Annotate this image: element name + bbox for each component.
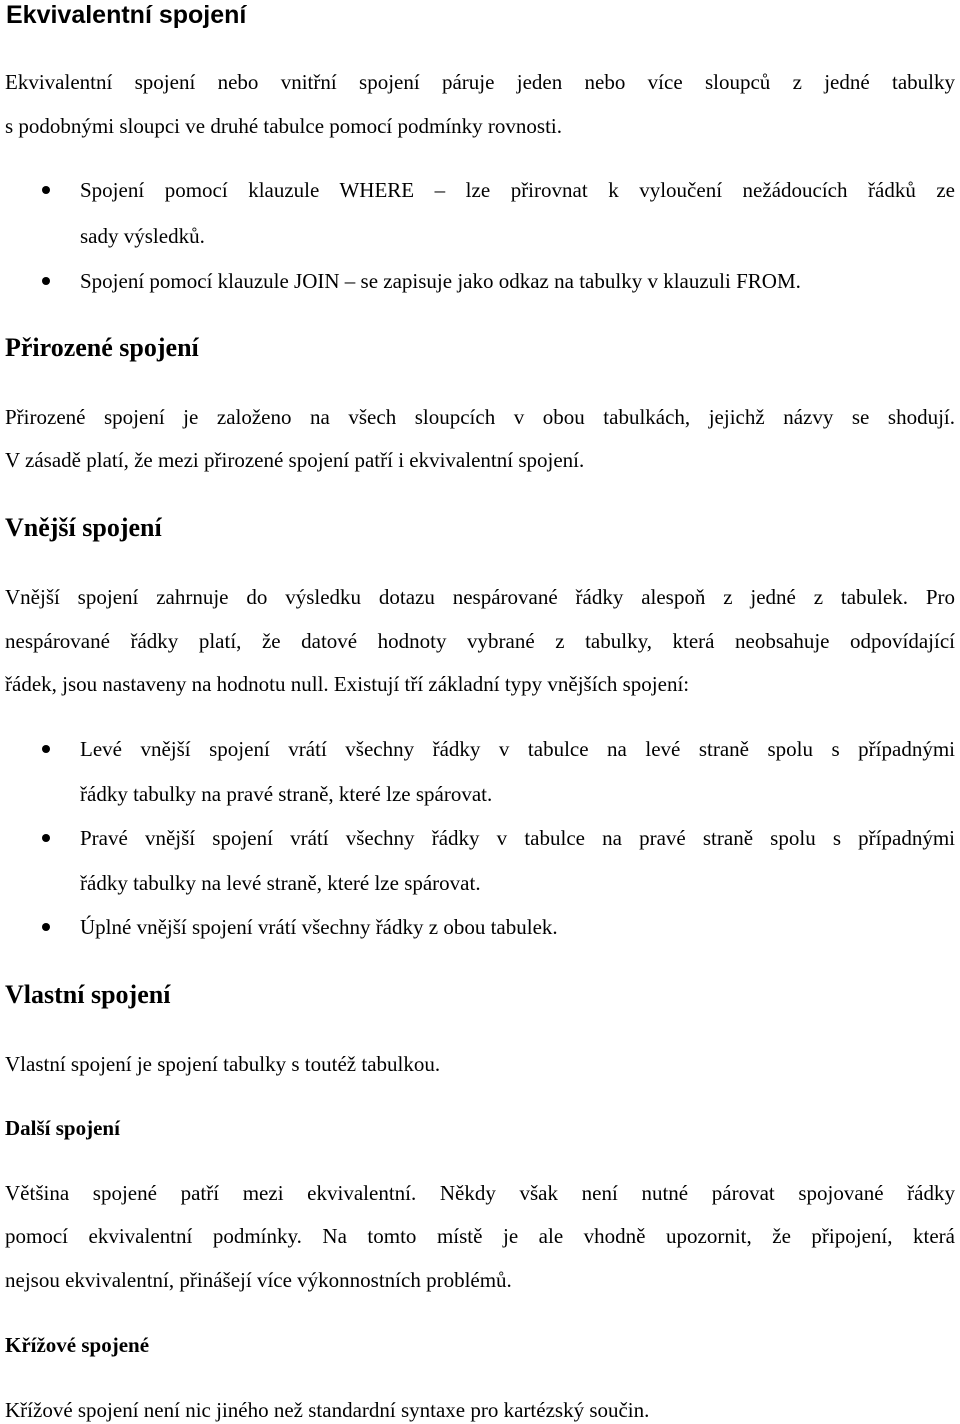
- bullet-icon: [42, 745, 50, 753]
- paragraph-line: pomocí ekvivalentní podmínky. Na tomto místě je ale vhodně upozornit, že připojení, která: [5, 1224, 955, 1248]
- paragraph-line: Ekvivalentní spojení nebo vnitřní spojení páruje jeden nebo více sloupců z jedné tabulky: [5, 70, 955, 94]
- paragraph-line: Křížové spojení není nic jiného než standardní syntaxe pro kartézský součin.: [5, 1398, 650, 1422]
- bullet-icon: [42, 834, 50, 842]
- list-item-line: Spojení pomocí klauzule WHERE – lze přirovnat k vyloučení nežádoucích řádků ze: [80, 178, 955, 202]
- bullet-icon: [42, 186, 50, 194]
- heading-vlastni-spojeni: Vlastní spojení: [5, 980, 171, 1009]
- list-item-line: Spojení pomocí klauzule JOIN – se zapisuje jako odkaz na tabulky v klauzuli FROM.: [80, 269, 801, 293]
- list-item-line: Levé vnější spojení vrátí všechny řádky v tabulce na levé straně spolu s případnými: [80, 737, 955, 761]
- paragraph-line: Přirozené spojení je založeno na všech sloupcích v obou tabulkách, jejichž názvy se shodují.: [5, 405, 955, 429]
- list-item-line: sady výsledků.: [80, 224, 205, 248]
- list-item-line: Úplné vnější spojení vrátí všechny řádky z obou tabulek.: [80, 915, 558, 939]
- list-item-line: Pravé vnější spojení vrátí všechny řádky v tabulce na pravé straně spolu s případnými: [80, 826, 955, 850]
- heading-ekvivalentni-spojeni: Ekvivalentní spojení: [6, 1, 247, 29]
- paragraph-line: Většina spojené patří mezi ekvivalentní. Někdy však není nutné párovat spojované řádky: [5, 1181, 955, 1205]
- bullet-icon: [42, 277, 50, 285]
- paragraph-line: nespárované řádky platí, že datové hodnoty vybrané z tabulky, která neobsahuje odpovídající: [5, 629, 955, 653]
- paragraph-line: s podobnými sloupci ve druhé tabulce pomocí podmínky rovnosti.: [5, 114, 563, 138]
- heading-dalsi-spojeni: Další spojení: [5, 1116, 120, 1140]
- heading-krizove-spojene: Křížové spojené: [5, 1333, 150, 1357]
- heading-prirozene-spojeni: Přirozené spojení: [5, 333, 199, 362]
- bullet-icon: [42, 923, 50, 931]
- heading-vnejsi-spojeni: Vnější spojení: [5, 513, 162, 542]
- list-item-line: řádky tabulky na pravé straně, které lze spárovat.: [80, 782, 493, 806]
- paragraph-line: Vnější spojení zahrnuje do výsledku dotazu nespárované řádky alespoň z jedné z tabulek. Pro: [5, 585, 955, 609]
- paragraph-line: nejsou ekvivalentní, přinášejí více výkonnostních problémů.: [5, 1268, 512, 1292]
- paragraph-line: V zásadě platí, že mezi přirozené spojení patří i ekvivalentní spojení.: [5, 448, 585, 472]
- paragraph-line: Vlastní spojení je spojení tabulky s toutéž tabulkou.: [5, 1052, 441, 1076]
- paragraph-line: řádek, jsou nastaveny na hodnotu null. Existují tří základní typy vnějších spojení:: [5, 672, 690, 696]
- list-item-line: řádky tabulky na levé straně, které lze spárovat.: [80, 871, 481, 895]
